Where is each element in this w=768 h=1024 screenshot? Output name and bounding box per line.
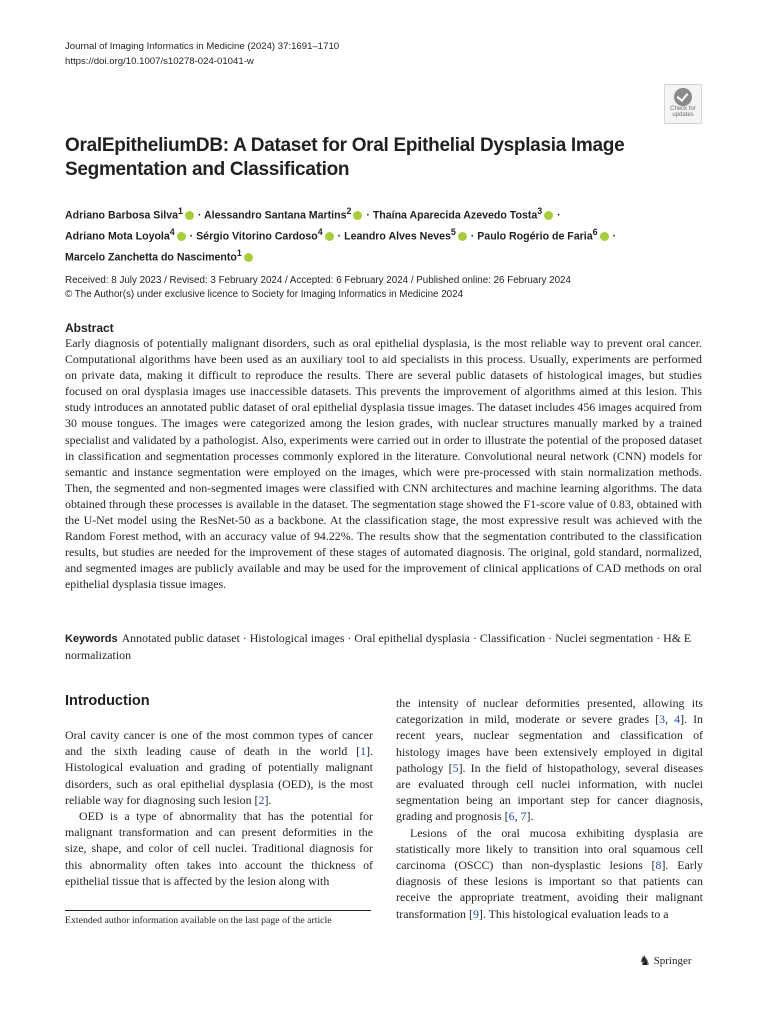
author-affiliation: 3	[537, 206, 543, 216]
footnote-divider	[65, 910, 371, 911]
author-affiliation: 4	[169, 227, 175, 238]
knight-icon: ♞	[639, 953, 651, 968]
journal-citation: Journal of Imaging Informatics in Medicine (2024) 37:1691–1710	[65, 41, 340, 52]
introduction-heading: Introduction	[65, 693, 150, 709]
author-affiliation: 5	[450, 227, 456, 238]
orcid-icon[interactable]	[244, 253, 253, 262]
text-run: ]. This histological evaluation leads to a	[478, 906, 669, 921]
publisher-name: Springer	[653, 955, 692, 967]
citation-link[interactable]: 8	[655, 858, 662, 873]
footnote: Extended author information available on the last page of the article	[65, 915, 332, 926]
citation-link[interactable]: 4	[674, 712, 681, 727]
doi-link[interactable]: https://doi.org/10.1007/s10278-024-01041-w	[65, 56, 254, 67]
author-affiliation: 4	[317, 227, 323, 238]
text-run: ,	[665, 712, 675, 727]
citation-link[interactable]: 3	[659, 712, 666, 727]
citation-link[interactable]: 5	[452, 760, 459, 775]
keywords	[65, 630, 705, 663]
paragraph: OED is a type of abnormality that has the potential for malignant transformation and can present deformities in the size, shape, and color of cell nuclei. Traditional diagnosis for this abnormality often takes into account the thickness of epithelial tissue that is affected by the lesion along with	[65, 809, 373, 888]
author-name[interactable]: Thaína Aparecida Azevedo Tosta	[372, 209, 538, 222]
author-name[interactable]: Adriano Mota Loyola	[65, 230, 170, 243]
check-for-updates-badge[interactable]	[664, 84, 702, 124]
running-header	[65, 39, 339, 69]
publication-dates: Received: 8 July 2023 / Revised: 3 February 2024 / Accepted: 6 February 2024 / Published online: 26 February 2024	[65, 275, 571, 286]
right-column	[396, 695, 703, 922]
author-name[interactable]: Alessandro Santana Martins	[204, 209, 347, 222]
text-run: ,	[514, 809, 521, 824]
orcid-icon[interactable]	[544, 211, 553, 220]
citation-link[interactable]: 2	[258, 792, 265, 807]
author-name[interactable]: Sérgio Vitorino Cardoso	[196, 230, 318, 243]
keywords-text: Annotated public dataset · Histological images · Oral epithelial dysplasia · Classification · Nuclei segmentation · H& E normalization	[65, 631, 692, 663]
paragraph	[396, 695, 703, 825]
author-name[interactable]: Paulo Rogério de Faria	[477, 230, 593, 243]
author-affiliation: 1	[236, 248, 242, 259]
text-run: ]. In recent years, nuclear segmentation and classification of histology images have been extensively employed in digital pathology [	[396, 712, 703, 775]
text-run: ]. Histological evaluation and grading of potentially malignant disorders, such as oral epithelial dysplasia (OED), is the most reliable way for diagnosing such lesion [	[65, 744, 373, 807]
author-name[interactable]: Marcelo Zanchetta do Nascimento	[65, 251, 237, 264]
orcid-icon[interactable]	[177, 232, 186, 241]
paragraph	[396, 825, 703, 922]
text-run: the intensity of nuclear deformities presented, allowing its categorization in mild, moderate or severe grades [	[396, 696, 703, 727]
orcid-icon[interactable]	[185, 211, 194, 220]
check-badge-line1: Check for	[670, 106, 696, 112]
copyright-line: © The Author(s) under exclusive licence to Society for Imaging Informatics in Medicine 2024	[65, 289, 464, 300]
abstract-heading: Abstract	[65, 321, 114, 335]
text-run: ].	[526, 809, 534, 824]
article-history	[65, 274, 571, 302]
text-run: Lesions of the oral mucosa exhibiting dysplasia are statistically more likely to transition into oral squamous cell carcinoma (OSCC) than non-dysplastic lesions [	[396, 825, 703, 873]
orcid-icon[interactable]	[353, 211, 362, 220]
paragraph	[65, 727, 373, 808]
check-badge-line2: updates	[672, 112, 694, 118]
publisher-logo	[639, 953, 692, 969]
author-name[interactable]: Adriano Barbosa Silva	[65, 209, 179, 222]
orcid-icon[interactable]	[458, 232, 467, 241]
author-list: Adriano Barbosa Silva$^1$ · Alessandro Santana Martins$^2$ · Thaína Aparecida Azevedo Tosta$^3$ · Adriano Mota Loyola$^4$ · Sérgio Vitorino Cardoso$^4$ · Leandro Alves Neves$^5$ · Paulo Rogério de Faria$^6$ · Marcelo Zanchetta do Nascimento$^1$	[65, 206, 617, 264]
author-name[interactable]: Leandro Alves Neves	[344, 230, 451, 243]
keywords-heading: Keywords	[65, 633, 118, 645]
orcid-icon[interactable]	[600, 232, 609, 241]
citation-link[interactable]: 1	[360, 744, 367, 759]
author-affiliation: 2	[346, 206, 352, 216]
abstract-text: Early diagnosis of potentially malignant disorders, such as oral epithelial dysplasia, is the most reliable way to prevent oral cancer. Computational algorithms have been used as an auxiliary tool to aid specialists in this process. Usually, experiments are performed on private data, making it difficult to reproduce the results. There are several public datasets of histological images, but studies focused on oral dysplasia images use inaccessible datasets. This prevents the improvement of algorithms aimed at this lesion. This study introduces an annotated public dataset of oral epithelial dysplasia tissue images. The dataset includes 456 images acquired from 30 mouse tongues. The images were categorized among the lesion grades, with nuclear structures manually marked by a trained specialist and validated by a pathologist. Also, experiments were carried out in order to illustrate the potential of the proposed dataset in classification and segmentation processes commonly explored in the literature. Convolutional neural network (CNN) models for semantic and instance segmentation were employed on the images, which were pre-processed with stain normalization methods. Then, the segmented and non-segmented images were classified with CNN architectures and machine learning algorithms. The data obtained through these processes is available in the dataset. The segmentation stage showed the F1-score value of 0.83, obtained with the U-Net model using the ResNet-50 as a backbone. At the classification stage, the most expressive result was achieved with the Random Forest method, with an accuracy value of 94.22%. The results show that the segmentation contributed to the classification results, but studies are needed for the improvement of these stages of automated diagnosis. The original, gold standard, normalized, and segmented images are publicly available and may be used for the improvement of clinical applications of CAD methods on oral epithelial dysplasia tissue images.	[65, 336, 702, 592]
text-run: ]. In the field of histopathology, several diseases are evaluated through cell nuclei information, with nuclei segmentation being an important step for cancer diagnosis, grading and prognosis [	[396, 760, 703, 824]
text-run: ].	[264, 792, 272, 807]
paper-title: OralEpitheliumDB: A Dataset for Oral Epithelial Dysplasia Image Segmentation and Classification	[65, 135, 625, 180]
author-affiliation: 1	[178, 206, 183, 216]
citation-link[interactable]: 9	[472, 906, 479, 921]
left-column	[65, 727, 373, 889]
text-run: ]. Early diagnosis of these lesions is important so that patients can receive the appropriate treatment, avoiding their malignant transformation [	[396, 858, 703, 921]
citation-link[interactable]: 6	[508, 809, 515, 824]
citation-link[interactable]: 7	[520, 809, 527, 824]
orcid-icon[interactable]	[325, 232, 334, 241]
check-icon	[674, 88, 692, 106]
text-run: Oral cavity cancer is one of the most common types of cancer and the sixth leading cause of death in the world [	[65, 728, 373, 759]
author-affiliation: 6	[592, 227, 598, 238]
